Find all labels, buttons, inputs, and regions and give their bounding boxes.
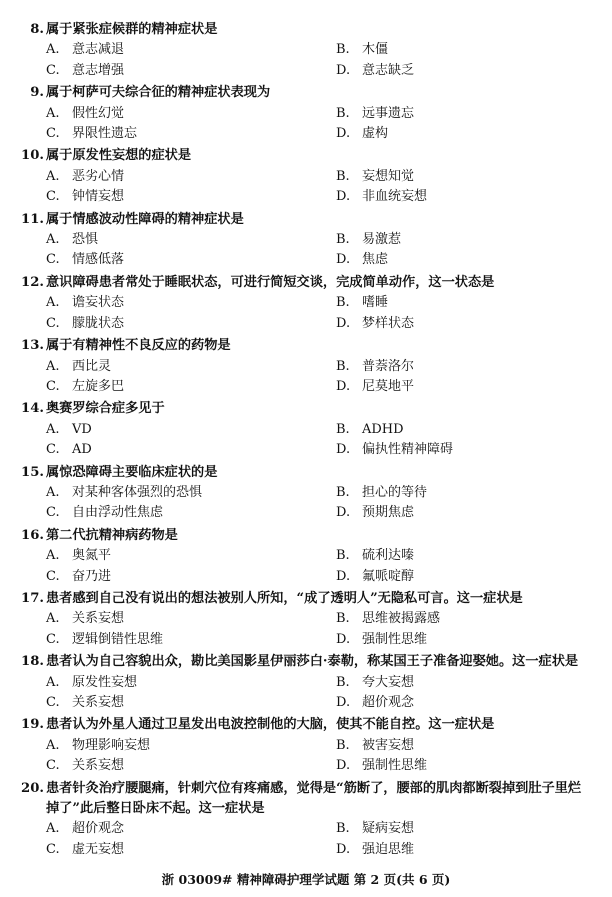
question-stem [0, 20, 612, 40]
question-block [0, 210, 612, 271]
answer-option [336, 61, 612, 81]
answer-option [46, 546, 336, 566]
option-text: 意志缺乏 [362, 62, 415, 78]
option-letter: C. [46, 62, 60, 78]
option-text: 虚构 [362, 126, 389, 142]
question-stem [0, 399, 612, 419]
option-letter: B. [336, 611, 350, 627]
answer-option [336, 567, 612, 587]
option-text: 关系妄想 [72, 611, 125, 627]
answer-option [46, 440, 336, 460]
option-text: 焦虑 [362, 252, 389, 268]
option-text: 思维被揭露感 [362, 611, 441, 627]
answer-option [46, 673, 336, 693]
option-text: 被害妄想 [362, 737, 415, 753]
answer-option [336, 420, 612, 440]
option-text: VD [72, 421, 92, 437]
option-text: 超价观念 [72, 821, 125, 837]
option-text: 远事遗忘 [362, 105, 415, 121]
option-letter: B. [336, 484, 350, 500]
option-letter: A. [46, 295, 60, 311]
question-stem [0, 526, 612, 546]
answer-option [336, 546, 612, 566]
option-letter: B. [336, 105, 350, 121]
answer-option [46, 124, 336, 144]
question-number: 19. [21, 717, 44, 733]
option-text: 自由浮动性焦虑 [72, 505, 164, 521]
question-block [0, 715, 612, 776]
option-text: 强迫思维 [362, 841, 415, 857]
question-block [0, 83, 612, 144]
answer-option [46, 357, 336, 377]
option-grid [0, 483, 612, 524]
option-letter: D. [336, 442, 351, 458]
answer-option [46, 503, 336, 523]
option-text: 强制性思维 [362, 758, 428, 774]
option-text: 硫利达嗪 [362, 548, 415, 564]
answer-option [46, 314, 336, 334]
answer-option [46, 187, 336, 207]
option-letter: A. [46, 548, 60, 564]
option-letter: B. [336, 737, 350, 753]
option-letter: D. [336, 62, 351, 78]
option-text: 嗜睡 [362, 295, 389, 311]
option-text: 疑病妄想 [362, 821, 415, 837]
option-letter: C. [46, 126, 60, 142]
answer-option [46, 104, 336, 124]
question-text: 属于紧张症候群的精神症状是 [46, 22, 218, 37]
answer-option [336, 630, 612, 650]
answer-option [336, 377, 612, 397]
answer-option [336, 693, 612, 713]
question-text: 奥赛罗综合症多见于 [46, 401, 165, 417]
answer-option [336, 293, 612, 313]
option-letter: C. [46, 631, 60, 647]
question-stem [0, 779, 612, 820]
option-text: 氟哌啶醇 [362, 568, 415, 584]
option-text: 虚无妄想 [72, 841, 125, 857]
answer-option [46, 61, 336, 81]
answer-option [46, 230, 336, 250]
option-text: 奋乃进 [72, 568, 112, 584]
answer-option [336, 673, 612, 693]
option-grid [0, 104, 612, 145]
answer-option [336, 736, 612, 756]
question-number: 16. [21, 527, 44, 543]
option-text: 木僵 [362, 42, 389, 58]
option-letter: B. [336, 42, 350, 58]
option-text: 担心的等待 [362, 484, 428, 500]
answer-option [336, 167, 612, 187]
option-text: 偏执性精神障碍 [362, 442, 454, 458]
option-text: 夸大妄想 [362, 674, 415, 690]
option-text: 奥氮平 [72, 548, 112, 564]
answer-option [46, 40, 336, 60]
answer-option [46, 250, 336, 270]
option-letter: C. [46, 758, 60, 774]
question-block [0, 652, 612, 713]
option-text: 谵妄状态 [72, 295, 125, 311]
question-text: 属于原发性妄想的症状是 [46, 148, 192, 164]
answer-option [46, 819, 336, 839]
option-text: 恶劣心情 [72, 168, 125, 184]
option-text: 尼莫地平 [362, 378, 415, 394]
question-block [0, 399, 612, 460]
question-list [0, 20, 612, 860]
question-text: 属惊恐障碍主要临床症状的是 [46, 464, 218, 480]
option-letter: C. [46, 695, 60, 710]
question-number: 17. [21, 590, 44, 606]
question-text: 属于情感波动性障碍的精神症状是 [46, 211, 244, 227]
question-text: 患者针灸治疗腰腿痛，针刺穴位有疼痛感，觉得是“筋断了，腰部的肌肉都断裂掉到肚子里烂掉了”此后整日卧床不起。这一症状是 [46, 780, 582, 817]
question-text: 属于有精神性不良反应的药物是 [46, 338, 231, 354]
answer-option [46, 840, 336, 860]
answer-option [46, 483, 336, 503]
answer-option [46, 736, 336, 756]
answer-option [336, 503, 612, 523]
option-letter: D. [336, 505, 351, 521]
option-grid [0, 673, 612, 714]
question-block [0, 526, 612, 587]
option-letter: A. [46, 611, 60, 627]
option-text: 西比灵 [72, 358, 112, 374]
question-stem [0, 652, 612, 672]
answer-option [46, 167, 336, 187]
answer-option [336, 104, 612, 124]
answer-option [336, 756, 612, 776]
option-text: 梦样状态 [362, 315, 415, 331]
option-text: 原发性妄想 [72, 674, 138, 690]
question-number: 11. [21, 211, 44, 227]
answer-option [336, 609, 612, 629]
question-block [0, 146, 612, 207]
option-text: 情感低落 [72, 252, 125, 268]
question-number: 14. [21, 401, 44, 417]
option-grid [0, 167, 612, 208]
option-text: 朦胧状态 [72, 315, 125, 331]
option-letter: B. [336, 421, 350, 437]
question-stem [0, 273, 612, 293]
option-letter: C. [46, 568, 60, 584]
answer-option [336, 819, 612, 839]
question-block [0, 336, 612, 397]
option-letter: B. [336, 821, 350, 837]
option-text: 普萘洛尔 [362, 358, 415, 374]
option-letter: A. [46, 821, 60, 837]
page-footer: 浙 03009# 精神障碍护理学试题 第 2 页(共 6 页) [161, 872, 451, 887]
answer-option [336, 230, 612, 250]
option-letter: D. [336, 841, 351, 857]
option-letter: C. [46, 505, 60, 521]
question-stem [0, 715, 612, 735]
question-number: 12. [21, 274, 44, 290]
question-text: 患者认为外星人通过卫星发出电波控制他的大脑，使其不能自控。这一症状是 [46, 717, 495, 733]
answer-option [336, 124, 612, 144]
option-letter: B. [336, 674, 350, 690]
option-letter: D. [336, 315, 351, 331]
option-letter: A. [46, 737, 60, 753]
answer-option [46, 630, 336, 650]
question-stem [0, 589, 612, 609]
option-text: ADHD [362, 421, 404, 437]
answer-option [336, 357, 612, 377]
option-letter: C. [46, 378, 60, 394]
option-letter: D. [336, 189, 351, 205]
option-text: 逻辑倒错性思维 [72, 631, 164, 647]
question-block [0, 779, 612, 861]
option-letter: C. [46, 252, 60, 268]
option-grid [0, 609, 612, 650]
option-letter: A. [46, 168, 60, 184]
option-letter: B. [336, 358, 350, 374]
option-letter: C. [46, 315, 60, 331]
option-text: 左旋多巴 [72, 378, 125, 394]
question-text: 患者感到自己没有说出的想法被别人所知，“成了透明人”无隐私可言。这一症状是 [46, 590, 523, 606]
question-number: 13. [21, 338, 44, 354]
option-text: 非血统妄想 [362, 189, 428, 205]
option-text: 强制性思维 [362, 631, 428, 647]
option-text: 对某种客体强烈的恐惧 [72, 484, 203, 500]
option-text: 恐惧 [72, 232, 99, 248]
option-letter: A. [46, 674, 60, 690]
option-letter: D. [336, 568, 351, 584]
question-number: 8. [30, 22, 44, 37]
option-grid [0, 357, 612, 398]
option-text: 预期焦虑 [362, 505, 415, 521]
question-block [0, 273, 612, 334]
option-letter: A. [46, 484, 60, 500]
question-text: 意识障碍患者常处于睡眠状态，可进行简短交谈，完成简单动作，这一状态是 [46, 274, 495, 290]
option-text: 关系妄想 [72, 758, 125, 774]
option-letter: C. [46, 841, 60, 857]
answer-option [336, 440, 612, 460]
question-block [0, 589, 612, 650]
question-stem [0, 210, 612, 230]
option-text: 超价观念 [362, 695, 415, 710]
option-letter: A. [46, 105, 60, 121]
option-letter: D. [336, 758, 351, 774]
question-stem [0, 336, 612, 356]
option-letter: D. [336, 126, 351, 142]
option-grid [0, 819, 612, 860]
answer-option [46, 420, 336, 440]
option-grid [0, 420, 612, 461]
option-letter: B. [336, 548, 350, 564]
question-number: 18. [21, 654, 44, 670]
option-letter: C. [46, 189, 60, 205]
option-text: 钟情妄想 [72, 189, 125, 205]
option-text: 界限性遗忘 [72, 126, 138, 142]
option-grid [0, 546, 612, 587]
answer-option [336, 250, 612, 270]
option-text: 假性幻觉 [72, 105, 125, 121]
option-text: 妄想知觉 [362, 168, 415, 184]
question-number: 9. [30, 85, 44, 101]
question-text: 属于柯萨可夫综合征的精神症状表现为 [46, 85, 271, 101]
option-text: 意志减退 [72, 42, 125, 58]
answer-option [46, 756, 336, 776]
answer-option [336, 187, 612, 207]
option-letter: C. [46, 442, 60, 458]
question-number: 10. [21, 148, 44, 164]
question-number: 20. [21, 780, 44, 796]
question-stem [0, 83, 612, 103]
option-letter: A. [46, 42, 60, 58]
question-text: 患者认为自己容貌出众，勘比美国影星伊丽莎白·泰勒，称某国王子准备迎娶她。这一症状是 [46, 654, 579, 670]
question-block [0, 463, 612, 524]
answer-option [46, 609, 336, 629]
option-grid [0, 736, 612, 777]
option-letter: D. [336, 695, 351, 710]
answer-option [46, 293, 336, 313]
answer-option [46, 377, 336, 397]
answer-option [336, 40, 612, 60]
option-grid [0, 230, 612, 271]
option-text: 物理影响妄想 [72, 737, 151, 753]
question-text: 第二代抗精神病药物是 [46, 527, 178, 543]
answer-option [336, 314, 612, 334]
answer-option [336, 840, 612, 860]
question-number: 15. [21, 464, 44, 480]
question-stem [0, 463, 612, 483]
option-grid [0, 40, 612, 81]
option-letter: D. [336, 631, 351, 647]
option-grid [0, 293, 612, 334]
answer-option [46, 567, 336, 587]
answer-option [336, 483, 612, 503]
question-stem [0, 146, 612, 166]
option-letter: B. [336, 295, 350, 311]
option-letter: D. [336, 252, 351, 268]
option-text: AD [72, 442, 92, 458]
answer-option [46, 693, 336, 713]
option-text: 意志增强 [72, 62, 125, 78]
option-letter: A. [46, 232, 60, 248]
option-text: 易激惹 [362, 232, 402, 248]
option-text: 关系妄想 [72, 695, 125, 710]
option-letter: A. [46, 358, 60, 374]
option-letter: D. [336, 378, 351, 394]
option-letter: A. [46, 421, 60, 437]
option-letter: B. [336, 168, 350, 184]
option-letter: B. [336, 232, 350, 248]
question-block [0, 20, 612, 81]
